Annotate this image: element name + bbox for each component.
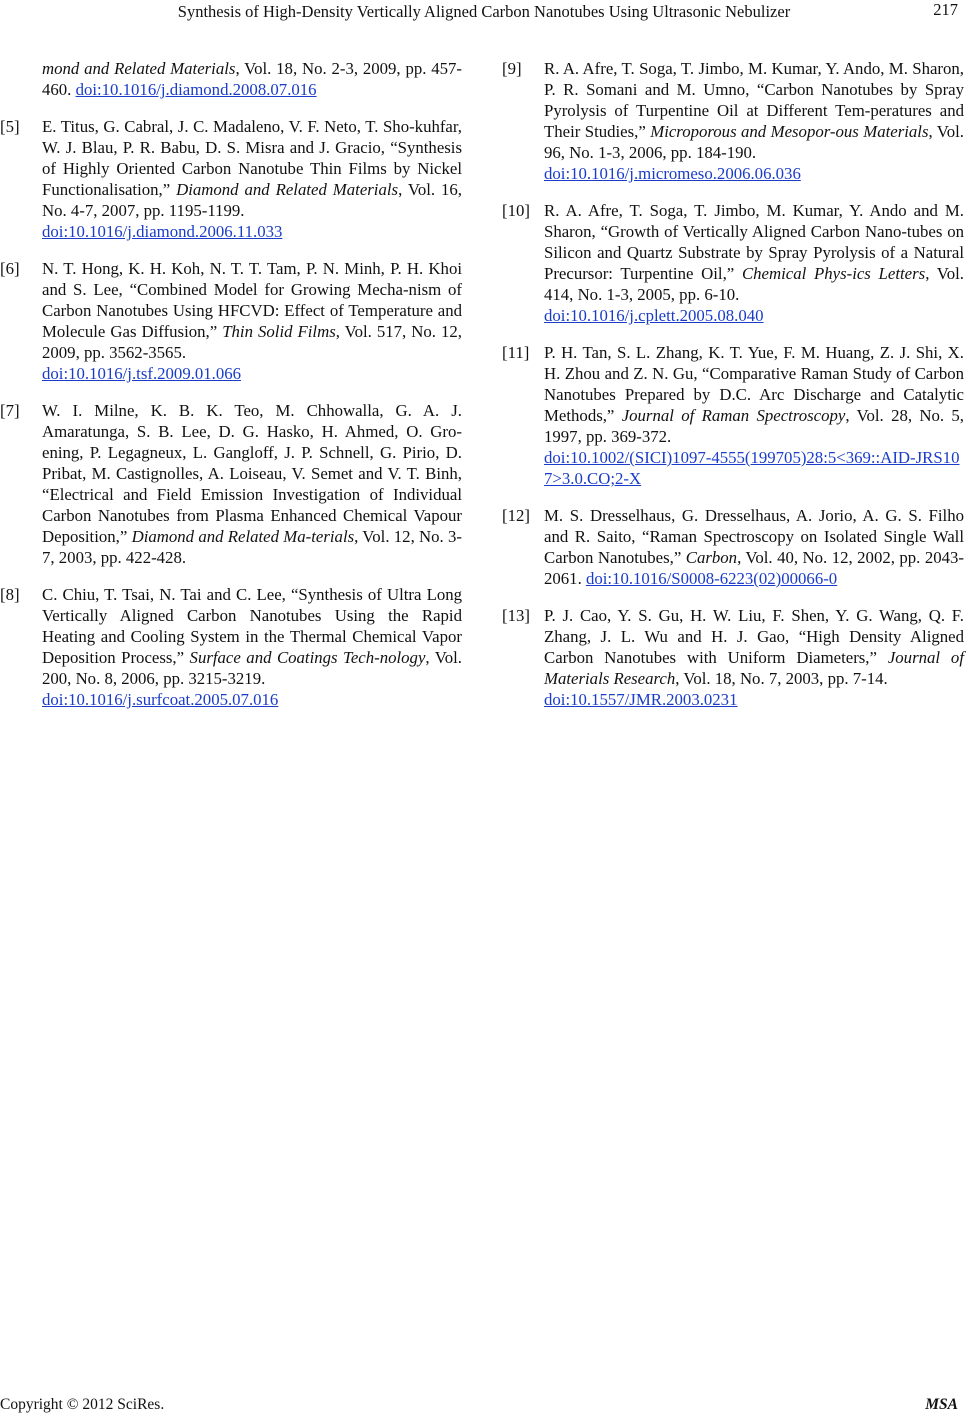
reference-number: [12] — [502, 506, 530, 525]
doi-link[interactable]: doi:10.1016/j.cplett.2005.08.040 — [544, 306, 764, 325]
doi-link[interactable]: doi:10.1557/JMR.2003.0231 — [544, 690, 738, 709]
reference-entry — [502, 505, 964, 589]
reference-details: , Vol. 517, No. 12, 2009, pp. 3562-3565. — [42, 322, 462, 362]
reference-number: [11] — [502, 343, 530, 362]
reference-details: , Vol. 16, No. 4-7, 2007, pp. 1195-1199. — [42, 180, 462, 220]
reference-number: [8] — [0, 585, 20, 604]
doi-link[interactable]: doi:10.1016/j.diamond.2008.07.016 — [75, 80, 317, 99]
reference-entry — [502, 605, 964, 710]
reference-journal: Journal of Raman Spectroscopy — [621, 406, 846, 425]
reference-details: , Vol. 40, No. 12, 2002, pp. 2043-2061. — [544, 548, 964, 588]
reference-number: [10] — [502, 201, 530, 220]
reference-number: [7] — [0, 401, 20, 420]
reference-journal: Journal of Materials Research — [544, 648, 964, 688]
reference-entry — [0, 116, 462, 242]
reference-details: , Vol. 12, No. 3-7, 2003, pp. 422-428. — [42, 527, 462, 567]
reference-authors-title: W. I. Milne, K. B. K. Teo, M. Chhowalla, G. A. J. Amaratunga, S. B. Lee, D. G. Hasko, H. Ahmed, O. Gro-ening, P. Legagneux, L. Gangloff, J. P. Schnell, G. Pirio, D. Pribat, M. Castignolles, A. Loiseau, V. Semet and V. T. Binh, “Electrical and Field Emission Investigation of Individual Carbon Nanotubes from Plasma Enhanced Chemical Vapour Deposition,” — [42, 401, 462, 546]
references-right-column — [502, 58, 965, 726]
reference-number: [13] — [502, 606, 530, 625]
reference-number: [6] — [0, 259, 20, 278]
reference-details: , Vol. 414, No. 1-3, 2005, pp. 6-10. — [544, 264, 965, 304]
reference-number: [9] — [502, 59, 522, 78]
reference-entry — [0, 584, 462, 710]
reference-entry — [502, 200, 965, 326]
reference-entry — [0, 258, 462, 384]
reference-journal: Carbon — [685, 548, 738, 567]
reference-journal: Diamond and Related Materials — [176, 180, 399, 199]
reference-journal: Thin Solid Films — [222, 322, 336, 341]
reference-entry — [502, 342, 964, 489]
reference-details: , Vol. 28, No. 5, 1997, pp. 369-372. — [544, 406, 964, 446]
reference-details: , Vol. 18, No. 2-3, 2009, pp. 457-460. — [42, 59, 463, 99]
doi-link[interactable]: doi:10.1016/S0008-6223(02)00066-0 — [585, 569, 838, 588]
reference-journal: Surface and Coatings Tech-nology — [189, 648, 426, 667]
reference-authors-title: P. H. Tan, S. L. Zhang, K. T. Yue, F. M. Huang, Z. J. Shi, X. H. Zhou and Z. N. Gu, “Comparative Raman Study of Carbon Nanotubes Prepared by D.C. Arc Discharge and Catalytic Methods,” — [544, 343, 964, 425]
reference-details: , Vol. 200, No. 8, 2006, pp. 3215-3219. — [42, 648, 462, 688]
doi-link[interactable]: doi:10.1016/j.tsf.2009.01.066 — [42, 364, 242, 383]
reference-authors-title: C. Chiu, T. Tsai, N. Tai and C. Lee, “Synthesis of Ultra Long Vertically Aligned Carbon Nanotubes Using the Rapid Heating and Cooling System in the Thermal Chemical Vapor Deposition Process,” — [42, 585, 462, 667]
reference-entry — [0, 400, 462, 568]
reference-number: [5] — [0, 117, 20, 136]
copyright-notice: Copyright © 2012 SciRes. — [0, 1396, 165, 1413]
doi-link[interactable]: doi:10.1016/j.surfcoat.2005.07.016 — [42, 690, 279, 709]
reference-journal: Chemical Phys-ics Letters — [741, 264, 926, 283]
running-title: Synthesis of High-Density Vertically Aligned Carbon Nanotubes Using Ultrasonic Nebulizer — [177, 2, 791, 21]
reference-authors-title: N. T. Hong, K. H. Koh, N. T. T. Tam, P. N. Minh, P. H. Khoi and S. Lee, “Combined Model for Growing Mecha-nism of Carbon Nanotubes Using HFCVD: Effect of Temperature and Molecule Gas Diffusion,” — [42, 259, 462, 341]
doi-link[interactable]: doi:10.1016/j.diamond.2006.11.033 — [42, 222, 283, 241]
journal-abbreviation: MSA — [925, 1396, 958, 1413]
reference-entry — [42, 58, 462, 100]
reference-details: , Vol. 18, No. 7, 2003, pp. 7-14. — [675, 669, 888, 688]
reference-journal: Diamond and Related Ma-terials — [131, 527, 355, 546]
doi-link[interactable]: doi:10.1016/j.micromeso.2006.06.036 — [544, 164, 801, 183]
reference-authors-title: P. J. Cao, Y. S. Gu, H. W. Liu, F. Shen, Y. G. Wang, Q. F. Zhang, J. L. Wu and H. J. Gao, “High Density Aligned Carbon Nanotubes with Uniform Diameters,” — [544, 606, 964, 667]
reference-entry — [502, 58, 964, 184]
page-number: 217 — [933, 0, 958, 19]
reference-authors-title: R. A. Afre, T. Soga, T. Jimbo, M. Kumar, Y. Ando, M. Sharon, P. R. Somani and M. Umno, “Carbon Nanotubes by Spray Pyrolysis of Turpentine Oil at Different Tem-peratures and Their Studies,” — [544, 59, 964, 141]
reference-details: , Vol. 96, No. 1-3, 2006, pp. 184-190. — [544, 122, 964, 162]
references-left-column — [0, 58, 463, 726]
reference-journal: Microporous and Mesopor-ous Materials — [650, 122, 929, 141]
reference-journal: mond and Related Materials — [42, 59, 236, 78]
doi-link[interactable]: doi:10.1002/(SICI)1097-4555(199705)28:5<369::AID-JRS107>3.0.CO;2-X — [544, 448, 960, 488]
reference-authors-title: M. S. Dresselhaus, G. Dresselhaus, A. Jorio, A. G. S. Filho and R. Saito, “Raman Spectroscopy on Isolated Single Wall Carbon Nanotubes,” — [544, 506, 964, 567]
reference-authors-title: E. Titus, G. Cabral, J. C. Madaleno, V. F. Neto, T. Sho-kuhfar, W. J. Blau, P. R. Babu, D. S. Misra and J. Gracio, “Synthesis of Highly Oriented Carbon Nanotube Thin Films by Nickel Functionalisation,” — [42, 117, 462, 199]
reference-authors-title: R. A. Afre, T. Soga, T. Jimbo, M. Kumar, Y. Ando and M. Sharon, “Growth of Vertically Aligned Carbon Nano-tubes on Silicon and Quartz Substrate by Spray Pyrolysis of a Natural Precursor: Turpentine Oil,” — [544, 201, 964, 283]
